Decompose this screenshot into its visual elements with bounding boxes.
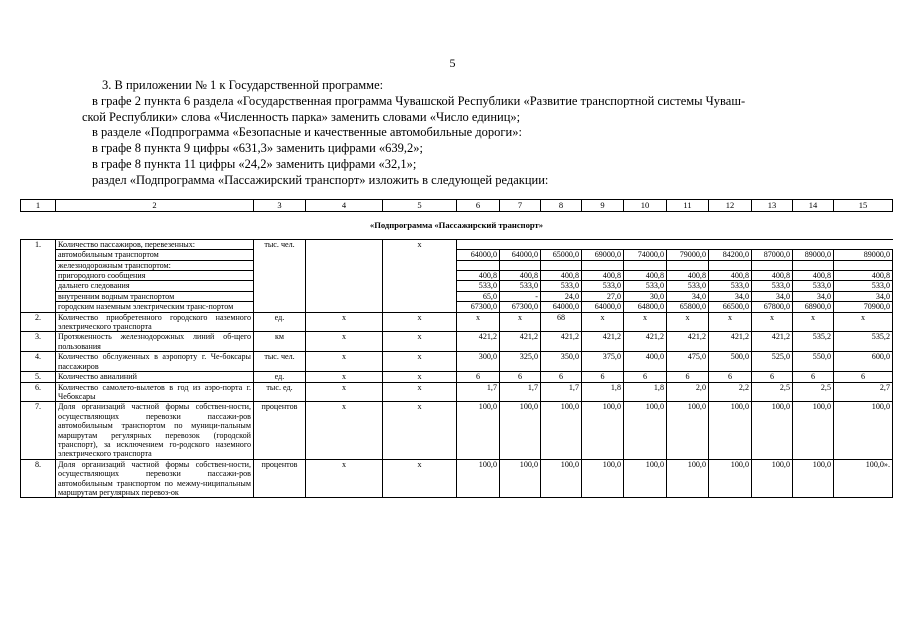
value-cell: 100,0 (541, 459, 582, 498)
value-cell: 1,7 (457, 382, 500, 402)
table-cell: x (383, 312, 457, 332)
value-cell: 34,0 (667, 291, 709, 301)
table-cell: x (306, 382, 383, 402)
value-cell: 533,0 (667, 281, 709, 291)
value-cell: 100,0 (582, 459, 624, 498)
row-number: 2. (21, 312, 56, 332)
amendment-paragraph: раздел «Подпрограмма «Пассажирский транспорт» изложить в следующей редакции: (92, 172, 549, 187)
table-row (21, 402, 893, 459)
value-cell: 325,0 (500, 352, 541, 372)
indicator-subname: пригородного сообщения (56, 271, 254, 281)
value-cell: 74000,0 (624, 250, 667, 260)
indicator-name: Доля организаций частной формы собствен-ности, осуществляющих перевозки пассажи-ров автомобильным транспортом по межму-ниципальным маршрутам регулярных перевоз-ок (56, 459, 254, 498)
value-cell: 79000,0 (667, 250, 709, 260)
table-row (21, 352, 893, 372)
value-cell: 87000,0 (752, 250, 793, 260)
table-cell: x (383, 239, 457, 312)
value-cell: 533,0 (457, 281, 500, 291)
section-title: «Подпрограмма «Пассажирский транспорт» (21, 212, 893, 239)
indicator-name: Количество приобретенного городского наземного электрического транспорта (56, 312, 254, 332)
value-cell: 100,0 (667, 402, 709, 459)
unit-cell: тыс. чел. (254, 239, 306, 312)
indicator-name: Количество обслуженных в аэропорту г. Че-боксары пассажиров (56, 352, 254, 372)
indicator-name: Протяженность железнодорожных линий об-щего пользования (56, 332, 254, 352)
value-cell: 67300,0 (500, 302, 541, 312)
value-cell: 550,0 (793, 352, 834, 372)
value-cell: x (709, 312, 752, 332)
table-row (21, 312, 893, 332)
row-number: 1. (21, 239, 56, 312)
value-cell: 64000,0 (500, 250, 541, 260)
value-cell: 100,0 (624, 402, 667, 459)
value-cell: 6 (457, 372, 500, 382)
value-cell: x (752, 312, 793, 332)
indicator-name: Количество пассажиров, перевезенных: (56, 239, 254, 249)
value-cell (624, 260, 667, 270)
value-cell: 533,0 (752, 281, 793, 291)
table-cell (306, 239, 383, 312)
row-number: 3. (21, 332, 56, 352)
table-row (21, 382, 893, 402)
value-cell: 400,8 (752, 271, 793, 281)
column-header: 3 (254, 200, 306, 212)
value-cell (834, 260, 893, 270)
value-cell (793, 260, 834, 270)
value-cell: 6 (667, 372, 709, 382)
value-cell: 2,0 (667, 382, 709, 402)
table-cell: x (306, 352, 383, 372)
column-header: 10 (624, 200, 667, 212)
table-cell: x (306, 372, 383, 382)
value-cell: 34,0 (709, 291, 752, 301)
value-cell: 68900,0 (793, 302, 834, 312)
value-cell: 34,0 (752, 291, 793, 301)
value-cell: 70900,0 (834, 302, 893, 312)
value-cell: 533,0 (582, 281, 624, 291)
indicator-subname: внутренним водным транспортом (56, 291, 254, 301)
column-header: 6 (457, 200, 500, 212)
value-cell: 2,5 (793, 382, 834, 402)
value-cell (709, 260, 752, 270)
table-cell: x (383, 402, 457, 459)
value-cell: 421,2 (624, 332, 667, 352)
value-cell: 500,0 (709, 352, 752, 372)
value-cell: 421,2 (582, 332, 624, 352)
value-cell: 533,0 (709, 281, 752, 291)
value-cell: 533,0 (624, 281, 667, 291)
table-subrow (21, 281, 893, 291)
value-cell: 64800,0 (624, 302, 667, 312)
value-cell (667, 260, 709, 270)
value-cell: 64000,0 (541, 302, 582, 312)
table-row (21, 372, 893, 382)
column-header: 11 (667, 200, 709, 212)
value-cell: 89000,0 (834, 250, 893, 260)
value-cell: x (624, 312, 667, 332)
value-cell: 68 (541, 312, 582, 332)
value-cell: 6 (752, 372, 793, 382)
indicator-name: Количество авиалиний (56, 372, 254, 382)
column-header: 12 (709, 200, 752, 212)
table-row (21, 332, 893, 352)
value-cell: 400,8 (793, 271, 834, 281)
unit-cell: тыс. чел. (254, 352, 306, 372)
value-cell: 533,0 (793, 281, 834, 291)
value-cell: 67800,0 (752, 302, 793, 312)
value-cell: 6 (709, 372, 752, 382)
amendment-text (82, 78, 838, 189)
table-cell: x (383, 332, 457, 352)
section-title-row (21, 212, 893, 239)
column-header: 8 (541, 200, 582, 212)
row-number: 4. (21, 352, 56, 372)
value-cell: 400,8 (500, 271, 541, 281)
table-cell: x (383, 352, 457, 372)
table-cell: x (306, 402, 383, 459)
value-cell: 400,8 (541, 271, 582, 281)
value-cell: 64000,0 (582, 302, 624, 312)
unit-cell: ед. (254, 372, 306, 382)
value-cell: 100,0 (624, 459, 667, 498)
amendment-paragraph: в графе 8 пункта 11 цифры «24,2» заменить цифрами «32,1»; (92, 156, 417, 171)
value-cell: 100,0 (834, 402, 893, 459)
value-cell: 6 (582, 372, 624, 382)
table-cell: x (383, 372, 457, 382)
value-cell (582, 260, 624, 270)
indicators-table (20, 199, 890, 498)
value-cell: 2,7 (834, 382, 893, 402)
table-cell (457, 239, 893, 249)
amendment-paragraph: в графе 8 пункта 9 цифры «631,3» заменить цифрами «639,2»; (92, 141, 424, 156)
value-cell: 400,8 (457, 271, 500, 281)
value-cell: 84200,0 (709, 250, 752, 260)
indicator-subname: дальнего следования (56, 281, 254, 291)
column-header: 4 (306, 200, 383, 212)
value-cell: 1,7 (541, 382, 582, 402)
value-cell: 1,8 (582, 382, 624, 402)
value-cell: 421,2 (457, 332, 500, 352)
value-cell: 6 (624, 372, 667, 382)
row-number: 8. (21, 459, 56, 498)
value-cell: 475,0 (667, 352, 709, 372)
value-cell: 65,0 (457, 291, 500, 301)
value-cell: 535,2 (793, 332, 834, 352)
amendment-paragraph: в графе 2 пункта 6 раздела «Государственная программа Чувашской Республики «Развитие транспортной системы Чуваш- (92, 93, 746, 108)
value-cell: 34,0 (834, 291, 893, 301)
table-subrow (21, 291, 893, 301)
value-cell: 421,2 (709, 332, 752, 352)
value-cell: 375,0 (582, 352, 624, 372)
value-cell: 100,0 (752, 459, 793, 498)
value-cell: 100,0 (709, 402, 752, 459)
unit-cell: тыс. ед. (254, 382, 306, 402)
column-header: 14 (793, 200, 834, 212)
table-subrow (21, 271, 893, 281)
value-cell: x (834, 312, 893, 332)
value-cell: 421,2 (500, 332, 541, 352)
value-cell: 100,0 (541, 402, 582, 459)
table-row (21, 239, 893, 249)
column-header: 2 (56, 200, 254, 212)
table-cell: x (306, 332, 383, 352)
indicator-subname: автомобильным транспортом (56, 250, 254, 260)
value-cell: 100,0 (500, 459, 541, 498)
value-cell: 535,2 (834, 332, 893, 352)
amendment-paragraph: ской Республики» слова «Численность парка» заменить словами «Число единиц»; (82, 109, 521, 124)
value-cell: 421,2 (667, 332, 709, 352)
value-cell: 533,0 (834, 281, 893, 291)
value-cell: 1,8 (624, 382, 667, 402)
value-cell: x (582, 312, 624, 332)
value-cell: 100,0 (582, 402, 624, 459)
value-cell: 400,8 (624, 271, 667, 281)
value-cell: 400,8 (834, 271, 893, 281)
value-cell: 27,0 (582, 291, 624, 301)
value-cell: - (500, 291, 541, 301)
value-cell: 34,0 (793, 291, 834, 301)
row-number: 7. (21, 402, 56, 459)
value-cell: 533,0 (541, 281, 582, 291)
column-header: 13 (752, 200, 793, 212)
value-cell: 1,7 (500, 382, 541, 402)
value-cell: x (793, 312, 834, 332)
value-cell: 65000,0 (541, 250, 582, 260)
table-subrow (21, 260, 893, 270)
row-number: 6. (21, 382, 56, 402)
table-subrow (21, 250, 893, 260)
value-cell: 6 (500, 372, 541, 382)
value-cell: 100,0 (793, 459, 834, 498)
table-header-row (21, 200, 893, 212)
value-cell: 100,0 (752, 402, 793, 459)
table-cell: x (383, 459, 457, 498)
value-cell: 30,0 (624, 291, 667, 301)
value-cell: 400,8 (582, 271, 624, 281)
value-cell: 421,2 (752, 332, 793, 352)
value-cell: 6 (834, 372, 893, 382)
value-cell: 24,0 (541, 291, 582, 301)
unit-cell: процентов (254, 402, 306, 459)
value-cell (752, 260, 793, 270)
value-cell: 100,0 (457, 402, 500, 459)
unit-cell: процентов (254, 459, 306, 498)
indicator-name: Доля организаций частной формы собствен-ности, осуществляющих перевозки пассажи-ров автомобильным транспортом по муници-пальным маршрутам регулярных перевозок (городской транспорт), за исключением го-родского наземного электрического транспорта (56, 402, 254, 459)
value-cell: 64000,0 (457, 250, 500, 260)
value-cell: 67300,0 (457, 302, 500, 312)
value-cell: 66500,0 (709, 302, 752, 312)
value-cell: x (457, 312, 500, 332)
column-header: 7 (500, 200, 541, 212)
table-cell: x (306, 312, 383, 332)
value-cell: 6 (541, 372, 582, 382)
value-cell: 421,2 (541, 332, 582, 352)
value-cell: x (500, 312, 541, 332)
column-header: 5 (383, 200, 457, 212)
amendment-paragraph: 3. В приложении № 1 к Государственной программе: (102, 78, 384, 92)
value-cell: 350,0 (541, 352, 582, 372)
value-cell: 525,0 (752, 352, 793, 372)
value-cell: 100,0 (793, 402, 834, 459)
column-header: 15 (834, 200, 893, 212)
value-cell: 533,0 (500, 281, 541, 291)
value-cell: 100,0 (709, 459, 752, 498)
indicator-subname: городским наземным электрическим транс-портом (56, 302, 254, 312)
value-cell: 400,8 (709, 271, 752, 281)
value-cell: 400,8 (667, 271, 709, 281)
value-cell (457, 260, 500, 270)
value-cell (541, 260, 582, 270)
value-cell: 100,0 (667, 459, 709, 498)
indicator-subname: железнодорожным транспортом: (56, 260, 254, 270)
value-cell: 600,0 (834, 352, 893, 372)
table-subrow (21, 302, 893, 312)
value-cell: 100,0». (834, 459, 893, 498)
value-cell: 65800,0 (667, 302, 709, 312)
indicator-name: Количество самолето-вылетов в год из аэро-порта г. Чебоксары (56, 382, 254, 402)
value-cell: 100,0 (457, 459, 500, 498)
unit-cell: км (254, 332, 306, 352)
value-cell: 89000,0 (793, 250, 834, 260)
table-cell: x (383, 382, 457, 402)
value-cell (500, 260, 541, 270)
page-number: 5 (449, 56, 456, 70)
unit-cell: ед. (254, 312, 306, 332)
table-row (21, 459, 893, 498)
value-cell: 6 (793, 372, 834, 382)
value-cell: 400,0 (624, 352, 667, 372)
column-header: 9 (582, 200, 624, 212)
value-cell: 2,5 (752, 382, 793, 402)
row-number: 5. (21, 372, 56, 382)
value-cell: 100,0 (500, 402, 541, 459)
column-header: 1 (21, 200, 56, 212)
table-cell: x (306, 459, 383, 498)
value-cell: x (667, 312, 709, 332)
value-cell: 2,2 (709, 382, 752, 402)
amendment-paragraph: в разделе «Подпрограмма «Безопасные и качественные автомобильные дороги»: (92, 125, 522, 140)
value-cell: 69000,0 (582, 250, 624, 260)
value-cell: 300,0 (457, 352, 500, 372)
